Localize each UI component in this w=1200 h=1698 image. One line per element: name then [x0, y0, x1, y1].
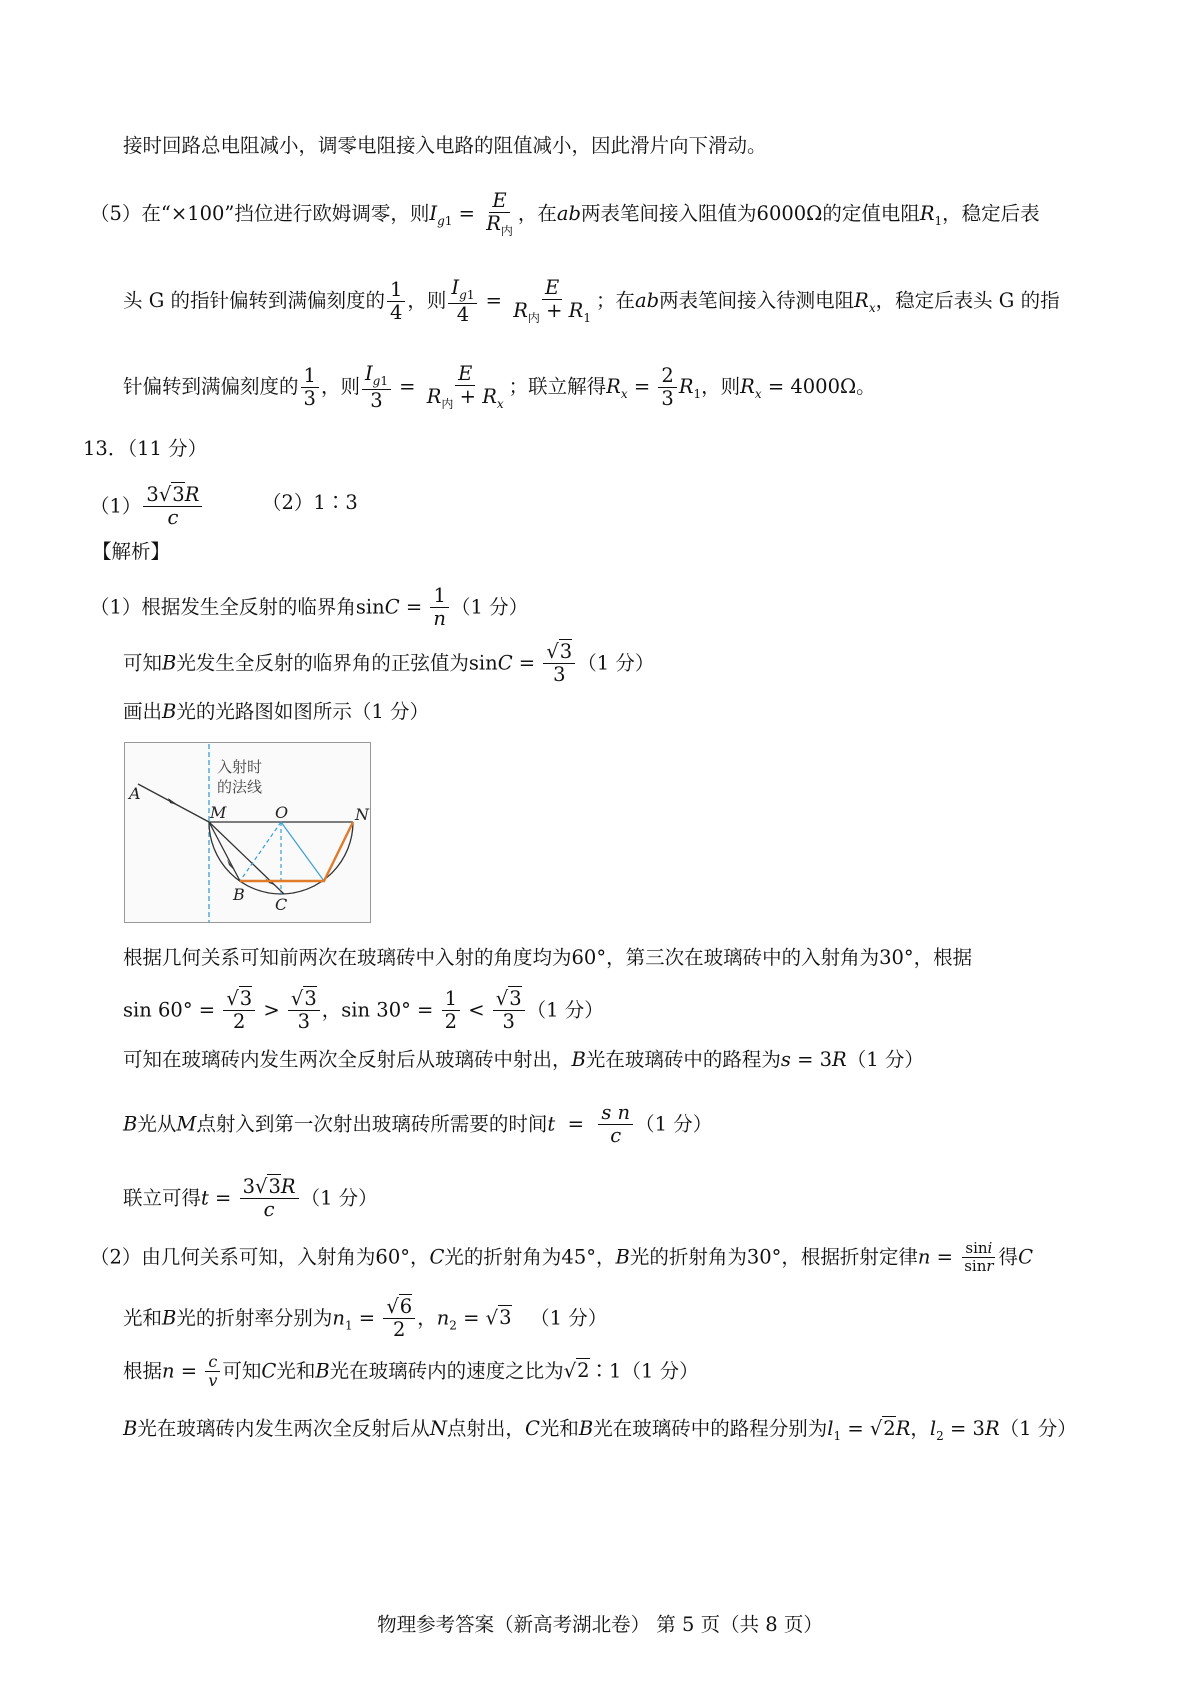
step-3: 画出B光的光路图如图所示（1 分）: [123, 700, 429, 723]
question-header: 13．（11 分）: [83, 437, 208, 460]
label-o: O: [275, 803, 289, 822]
answer-2: （2）1∶3: [262, 491, 358, 514]
q5-line-2: 头 G 的指针偏转到满偏刻度的 $\frac{1}{4}$ ，则 $\frac{I_{g1}}{4}$ = $\frac{E}{R_内 + R_1}$ ；在ab两表笔间接入待测电阻$R_x$，稳定后表头 G 的指: [123, 276, 1060, 326]
q5-line-3: 针偏转到满偏刻度的 $\frac{1}{3}$ ，则 $\frac{I_{g1}}{3}$ = $\frac{E}{R_内 + R_x}$ ；联立解得$R_x$ = $\frac{2}{3}$ $R_1$，则$R_x = 4000\Omega$。: [123, 362, 876, 412]
part2-line-1: （2）由几何关系可知，入射角为60°，C光的折射角为45°，B光的折射角为30°，根据折射定律n = $\frac{\sin i}{\sin r}$ 得C: [90, 1239, 1033, 1276]
part2-line-2: 光和B光的折射率分别为$n_1$ = $\frac{√6}{2}$ ，$n_2 = √3$ （1 分）: [123, 1295, 608, 1342]
analysis-heading: 【解析】: [92, 540, 171, 563]
normal-label: 的法线: [217, 779, 263, 796]
step-1: （1）根据发生全反射的临界角sinC = $\frac{1}{n}$ （1 分）: [90, 584, 529, 631]
label-a: A: [129, 784, 141, 803]
answer-1: （1） $\frac{3√3R}{c}$: [90, 484, 204, 530]
light-path-figure: [124, 742, 372, 924]
label-b: B: [233, 885, 245, 904]
part2-line-4: B光在玻璃砖内发生两次全反射后从N点射出，C光和B光在玻璃砖中的路程分别为$l_1 = √2R$，$l_2 = 3R(1$ 分）: [123, 1417, 1077, 1443]
step-5: sin 60° = $\frac{√3}{2}$ > $\frac{√3}{3}$ ，sin 30° = $\frac{1}{2}$ < $\frac{√3}{3}$ （1 分）: [123, 987, 604, 1034]
step-4: 根据几何关系可知前两次在玻璃砖中入射的角度均为60°，第三次在玻璃砖中的入射角为30°，根据: [123, 946, 973, 969]
normal-label: 入射时: [217, 759, 263, 776]
step-8: 联立可得t = $\frac{3√3R}{c}$ （1 分）: [123, 1175, 378, 1222]
paragraph-line: 接时回路总电阻减小，调零电阻接入电路的阻值减小，因此滑片向下滑动。: [123, 134, 767, 157]
part2-line-3: 根据n = $\frac{c}{v}$ 可知C光和B光在玻璃砖内的速度之比为√2∶1（1 分）: [123, 1352, 699, 1391]
page-footer: 物理参考答案（新高考湖北卷） 第 5 页（共 8 页）: [377, 1613, 823, 1636]
step-2: 可知B光发生全反射的临界角的正弦值为sinC = $\frac{√3}{3}$ （1 分）: [123, 640, 655, 687]
q5-line-1: （5）在“×100”挡位进行欧姆调零，则$I_{g1}$ = $\frac{E}{R_内}$ ，在ab两表笔间接入阻值为6000Ω的定值电阻$R_1$，稳定后表: [90, 189, 1040, 239]
label-m: M: [210, 803, 227, 822]
step-6: 可知在玻璃砖内发生两次全反射后从玻璃砖中射出，B光在玻璃砖中的路程为s = 3R（1 分）: [123, 1048, 924, 1071]
label-c: C: [275, 895, 288, 914]
label-n: N: [355, 805, 369, 824]
step-7: B光从M点射入到第一次射出玻璃砖所需要的时间t = $\frac{\text{s n}}{c}$ （1 分）: [123, 1101, 713, 1148]
